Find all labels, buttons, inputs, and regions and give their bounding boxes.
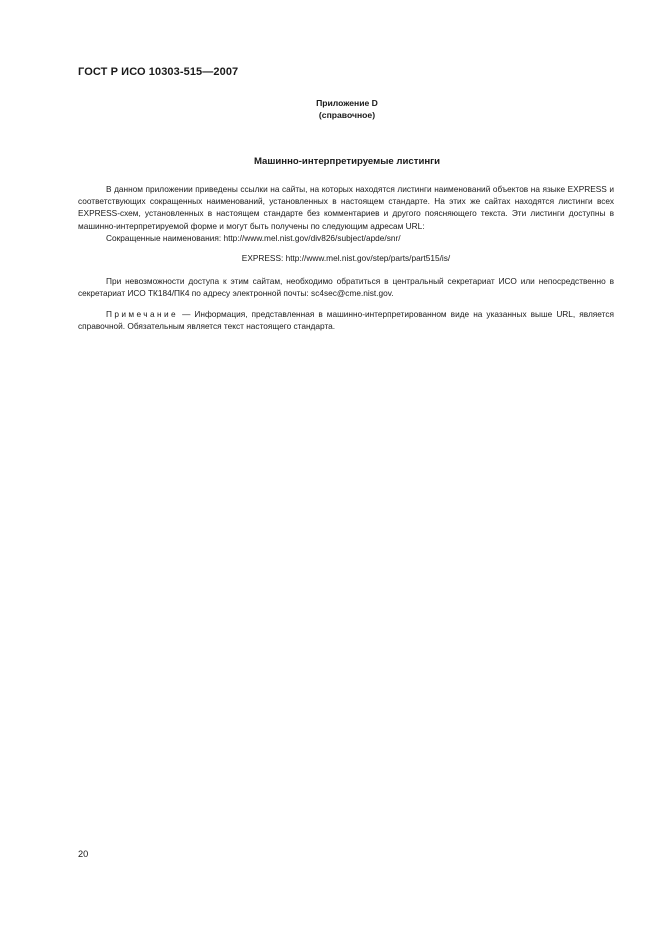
note-label: Примечание <box>106 308 179 319</box>
section-title: Машинно-интерпретируемые листинги <box>253 156 441 167</box>
short-names-url-line: Сокращенные наименования: http://www.mel.nist.gov/div826/subject/apde/snr/ <box>106 232 401 243</box>
intro-paragraph: В данном приложении приведены ссылки на сайты, на которых находятся листинги наименований объектов на языке EXPRESS и соответствующих сокращенных наименований, установленных в настоящем стандарте. На этих же сайтах находятся листинги всех EXPRESS-схем, установленных в настоящем стандарте без комментариев и другого поясняющего текста. Эти листинги доступны в машинно-интерпретируемой форме и могут быть получены по следующим адресам URL: <box>78 184 614 231</box>
note-text: — Информация, представленная в машинно-интерпретированном виде на указанных выше URL, является справочной. Обязательным является текст настоящего стандарта. <box>78 308 614 331</box>
note-paragraph <box>78 308 614 332</box>
page-number: 20 <box>78 849 89 859</box>
appendix-title: Приложение D <box>316 98 378 108</box>
spacer <box>78 264 614 275</box>
appendix-kind: (справочное) <box>318 110 376 120</box>
body-text <box>78 183 614 332</box>
spacer <box>78 300 614 308</box>
appendix-heading <box>0 97 661 121</box>
express-url-line: EXPRESS: http://www.mel.nist.gov/step/parts/part515/is/ <box>241 253 451 264</box>
standard-header: ГОСТ Р ИСО 10303-515—2007 <box>78 66 239 78</box>
contact-paragraph: При невозможности доступа к этим сайтам, необходимо обратиться в центральный секретариат ИСО или непосредственно в секретариат ИСО ТК184/ПК4 по адресу электронной почты: sc4sec@cme.nist.gov. <box>78 276 614 299</box>
spacer <box>78 244 614 252</box>
